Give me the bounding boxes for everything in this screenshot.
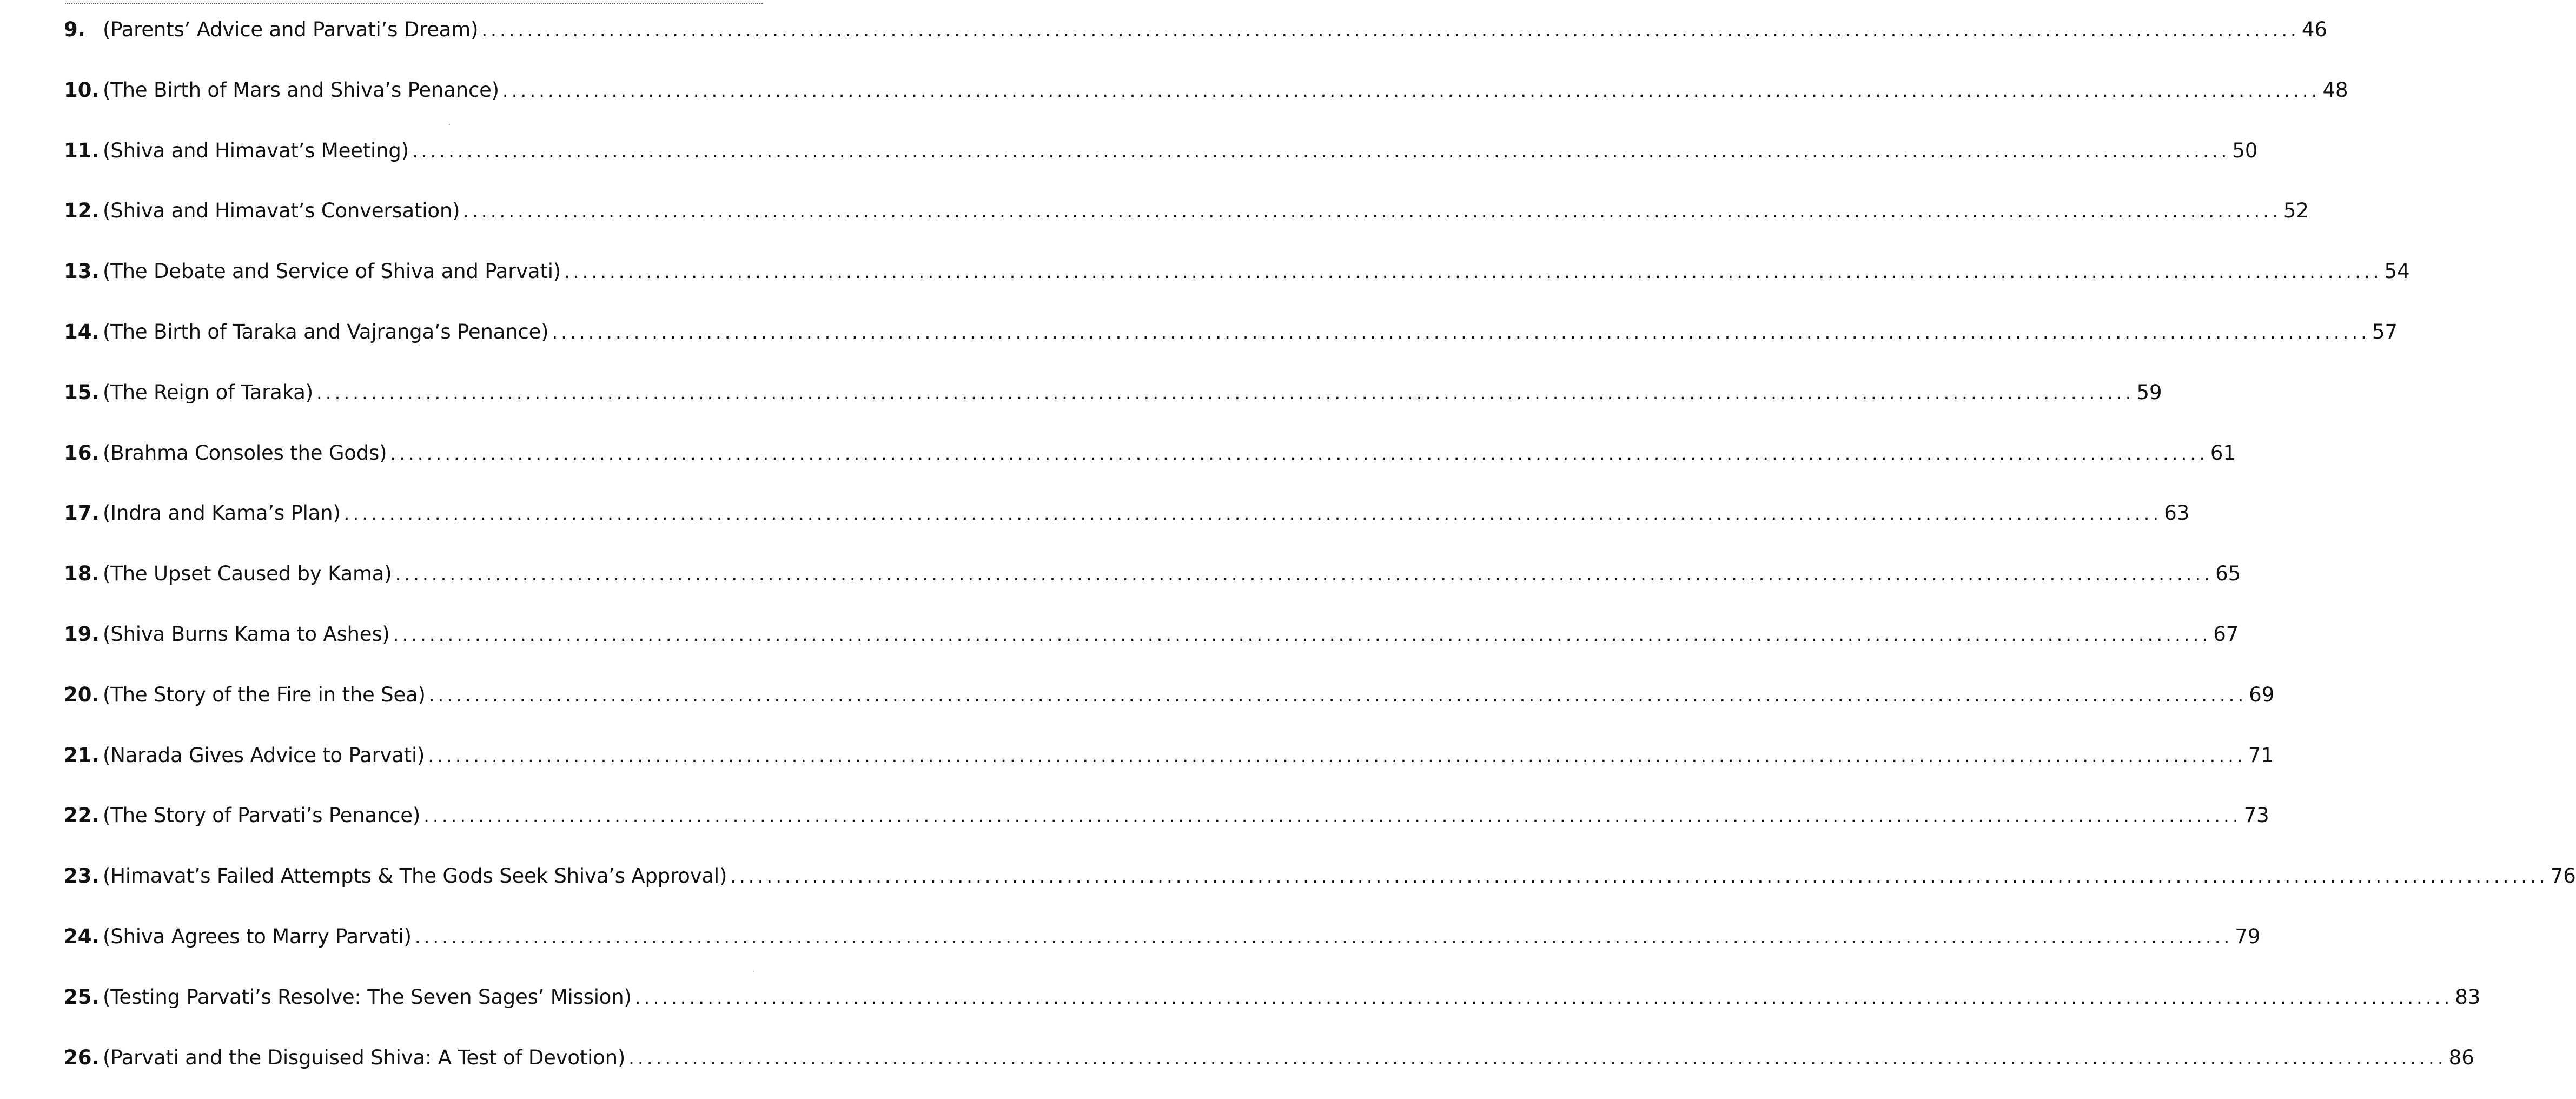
toc-entry-number: 22. bbox=[64, 804, 100, 827]
dot-leader: ........................................................................................................................................................................................................ bbox=[393, 624, 2211, 646]
dot-leader: ........................................................................................................................................................................................................ bbox=[390, 442, 2208, 465]
toc-entry-title: (The Story of the Fire in the Sea) bbox=[103, 683, 426, 706]
toc-entry[interactable] bbox=[64, 555, 2241, 615]
toc-entry[interactable] bbox=[64, 374, 2162, 434]
toc-entry[interactable] bbox=[64, 11, 2327, 71]
dot-leader: ........................................................................................................................................................................................................ bbox=[481, 19, 2300, 41]
toc-entry-page: 67 bbox=[2213, 622, 2239, 646]
toc-entry[interactable] bbox=[64, 857, 2576, 918]
table-of-contents bbox=[64, 11, 2576, 1099]
toc-entry[interactable] bbox=[64, 494, 2190, 555]
toc-entry-page: 54 bbox=[2384, 260, 2410, 283]
toc-entry-page: 59 bbox=[2136, 380, 2162, 404]
toc-entry-number: 26. bbox=[64, 1045, 100, 1069]
dot-leader: ........................................................................................................................................................................................................ bbox=[343, 503, 2162, 525]
toc-entry-title: (Parvati and the Disguised Shiva: A Test of Devotion) bbox=[103, 1045, 626, 1069]
toc-entry-title: (The Birth of Mars and Shiva’s Penance) bbox=[103, 78, 499, 102]
scan-speck bbox=[753, 971, 754, 972]
toc-entry[interactable] bbox=[64, 71, 2348, 132]
toc-entry[interactable] bbox=[64, 313, 2398, 374]
toc-entry-page: 73 bbox=[2243, 804, 2269, 827]
toc-entry-page: 71 bbox=[2248, 743, 2274, 767]
toc-entry[interactable] bbox=[64, 918, 2261, 978]
toc-entry-title: (Shiva Agrees to Marry Parvati) bbox=[103, 924, 412, 948]
toc-entry-title: (The Story of Parvati’s Penance) bbox=[103, 804, 421, 827]
dot-leader: ........................................................................................................................................................................................................ bbox=[316, 382, 2135, 404]
toc-entry-title: (Shiva and Himavat’s Meeting) bbox=[103, 138, 409, 162]
dot-leader: ........................................................................................................................................................................................................ bbox=[502, 80, 2321, 102]
dot-leader: ........................................................................................................................................................................................................ bbox=[412, 140, 2230, 162]
toc-entry[interactable] bbox=[64, 1039, 2474, 1099]
toc-entry[interactable] bbox=[64, 797, 2269, 857]
toc-entry-number: 11. bbox=[64, 138, 100, 162]
dot-leader: ........................................................................................................................................................................................................ bbox=[730, 866, 2548, 888]
dot-leader: ........................................................................................................................................................................................................ bbox=[564, 261, 2382, 283]
toc-entry-number: 19. bbox=[64, 622, 100, 646]
toc-entry[interactable] bbox=[64, 434, 2236, 495]
toc-entry-page: 46 bbox=[2301, 18, 2327, 41]
toc-entry-number: 10. bbox=[64, 78, 100, 102]
toc-entry-page: 50 bbox=[2232, 138, 2258, 162]
dot-leader: ........................................................................................................................................................................................................ bbox=[414, 926, 2233, 948]
toc-entry-number: 21. bbox=[64, 743, 100, 767]
dot-leader: ........................................................................................................................................................................................................ bbox=[395, 564, 2214, 586]
toc-entry[interactable] bbox=[64, 737, 2274, 797]
toc-entry-title: (Shiva Burns Kama to Ashes) bbox=[103, 622, 390, 646]
toc-entry-page: 69 bbox=[2249, 683, 2275, 706]
toc-entry-number: 23. bbox=[64, 864, 100, 888]
toc-entry-number: 9. bbox=[64, 18, 85, 41]
toc-entry-page: 86 bbox=[2448, 1045, 2474, 1069]
dot-leader: ........................................................................................................................................................................................................ bbox=[428, 745, 2246, 767]
toc-entry-number: 14. bbox=[64, 320, 100, 343]
toc-entry-page: 52 bbox=[2283, 199, 2309, 223]
toc-entry-title: (Himavat’s Failed Attempts & The Gods Seek Shiva’s Approval) bbox=[103, 864, 727, 888]
toc-entry-title: (Testing Parvati’s Resolve: The Seven Sages’ Mission) bbox=[103, 985, 632, 1009]
dot-leader: ........................................................................................................................................................................................................ bbox=[628, 1047, 2447, 1069]
toc-entry-number: 15. bbox=[64, 380, 100, 404]
toc-entry-title: (The Debate and Service of Shiva and Parvati) bbox=[103, 260, 561, 283]
toc-entry-number: 24. bbox=[64, 924, 100, 948]
toc-entry-number: 20. bbox=[64, 683, 100, 706]
toc-entry-number: 25. bbox=[64, 985, 100, 1009]
toc-entry-page: 48 bbox=[2322, 78, 2348, 102]
toc-entry-title: (The Reign of Taraka) bbox=[103, 380, 313, 404]
toc-entry[interactable] bbox=[64, 676, 2275, 737]
toc-entry-number: 13. bbox=[64, 260, 100, 283]
toc-entry-page: 65 bbox=[2215, 562, 2241, 586]
scan-speck bbox=[449, 124, 450, 125]
toc-entry-page: 57 bbox=[2372, 320, 2398, 343]
toc-entry-page: 79 bbox=[2235, 924, 2261, 948]
toc-entry-page: 61 bbox=[2210, 441, 2236, 465]
toc-entry-page: 63 bbox=[2164, 501, 2190, 525]
dot-leader: ........................................................................................................................................................................................................ bbox=[463, 201, 2281, 223]
toc-entry-title: (Parents’ Advice and Parvati’s Dream) bbox=[103, 18, 479, 41]
toc-entry[interactable] bbox=[64, 253, 2410, 313]
dot-leader: ........................................................................................................................................................................................................ bbox=[423, 805, 2242, 827]
toc-entry-number: 18. bbox=[64, 562, 100, 586]
top-dotted-rule bbox=[65, 3, 763, 4]
toc-entry-title: (Narada Gives Advice to Parvati) bbox=[103, 743, 425, 767]
toc-entry-title: (The Birth of Taraka and Vajranga’s Penance) bbox=[103, 320, 549, 343]
toc-entry[interactable] bbox=[64, 132, 2258, 193]
toc-entry[interactable] bbox=[64, 192, 2309, 253]
toc-entry-page: 76 bbox=[2550, 864, 2576, 888]
toc-entry-number: 12. bbox=[64, 199, 100, 223]
toc-entry-title: (Shiva and Himavat’s Conversation) bbox=[103, 199, 460, 223]
toc-entry-number: 17. bbox=[64, 501, 100, 525]
toc-entry[interactable] bbox=[64, 978, 2481, 1039]
dot-leader: ........................................................................................................................................................................................................ bbox=[552, 321, 2370, 343]
toc-entry[interactable] bbox=[64, 615, 2239, 676]
toc-entry-title: (Brahma Consoles the Gods) bbox=[103, 441, 387, 465]
toc-entry-title: (Indra and Kama’s Plan) bbox=[103, 501, 341, 525]
toc-entry-title: (The Upset Caused by Kama) bbox=[103, 562, 392, 586]
toc-entry-number: 16. bbox=[64, 441, 100, 465]
dot-leader: ........................................................................................................................................................................................................ bbox=[428, 684, 2247, 706]
toc-entry-page: 83 bbox=[2455, 985, 2481, 1009]
dot-leader: ........................................................................................................................................................................................................ bbox=[634, 987, 2453, 1009]
